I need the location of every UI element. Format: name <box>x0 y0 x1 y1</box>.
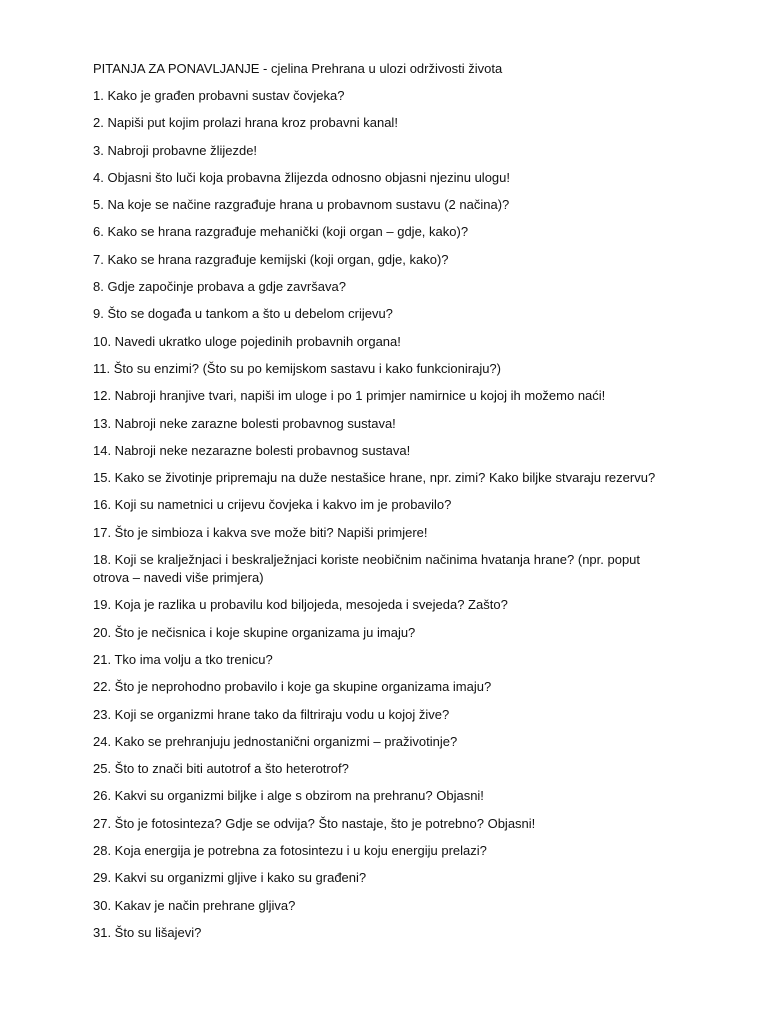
question-item: 3. Nabroji probavne žlijezde! <box>93 142 258 158</box>
question-item: 6. Kako se hrana razgrađuje mehanički (koji organ – gdje, kako)? <box>93 224 469 240</box>
question-item: 31. Što su lišajevi? <box>93 924 202 940</box>
question-item: 5. Na koje se načine razgrađuje hrana u probavnom sustavu (2 načina)? <box>93 197 510 213</box>
question-item: 23. Koji se organizmi hrane tako da filtriraju vodu u kojoj žive? <box>93 706 450 722</box>
question-item: 8. Gdje započinje probava a gdje završava? <box>93 279 346 295</box>
question-item: 16. Koji su nametnici u crijevu čovjeka i kakvo im je probavilo? <box>93 497 452 513</box>
question-item: 7. Kako se hrana razgrađuje kemijski (koji organ, gdje, kako)? <box>93 251 449 267</box>
question-item: 21. Tko ima volju a tko trenicu? <box>93 651 273 667</box>
question-item: 11. Što su enzimi? (Što su po kemijskom sastavu i kako funkcioniraju?) <box>93 360 501 376</box>
question-item: 1. Kako je građen probavni sustav čovjeka? <box>93 88 345 103</box>
question-item: 27. Što je fotosinteza? Gdje se odvija? Što nastaje, što je potrebno? Objasni! <box>93 815 536 831</box>
question-item: 30. Kakav je način prehrane gljiva? <box>93 897 296 913</box>
question-item: 28. Koja energija je potrebna za fotosintezu i u koju energiju prelazi? <box>93 843 487 859</box>
question-item: 25. Što to znači biti autotrof a što heterotrof? <box>93 761 349 777</box>
question-item: 29. Kakvi su organizmi gljive i kako su građeni? <box>93 870 367 886</box>
question-item: 24. Kako se prehranjuju jednostanični organizmi – praživotinje? <box>93 733 458 749</box>
question-item: 18. Koji se kralježnjaci i beskralježnjaci koriste neobičnim načinima hvatanja hrane? (npr. poput otrova – navedi više primjera) <box>93 552 641 586</box>
question-item: 13. Nabroji neke zarazne bolesti probavnog sustava! <box>93 415 396 431</box>
question-item: 4. Objasni što luči koja probavna žlijezda odnosno objasni njezinu ulogu! <box>93 169 510 185</box>
question-item: 9. Što se događa u tankom a što u debelom crijevu? <box>93 306 393 322</box>
question-list <box>93 87 733 942</box>
document-page <box>93 60 733 951</box>
question-item: 19. Koja je razlika u probavilu kod biljojeda, mesojeda i svejeda? Zašto? <box>93 597 508 613</box>
question-item: 15. Kako se životinje pripremaju na duže nestašice hrane, npr. zimi? Kako biljke stvaraju rezervu? <box>93 470 656 486</box>
question-item: 12. Nabroji hranjive tvari, napiši im uloge i po 1 primjer namirnice u kojoj ih možemo naći! <box>93 388 606 404</box>
question-item: 10. Navedi ukratko uloge pojedinih probavnih organa! <box>93 333 401 349</box>
question-item: 26. Kakvi su organizmi biljke i alge s obzirom na prehranu? Objasni! <box>93 788 484 804</box>
document-title: PITANJA ZA PONAVLJANJE - cjelina Prehrana u ulozi održivosti života <box>93 61 503 76</box>
question-item: 2. Napiši put kojim prolazi hrana kroz probavni kanal! <box>93 115 398 131</box>
question-item: 22. Što je neprohodno probavilo i koje ga skupine organizama imaju? <box>93 679 492 695</box>
question-item: 20. Što je nečisnica i koje skupine organizama ju imaju? <box>93 624 416 640</box>
question-item: 14. Nabroji neke nezarazne bolesti probavnog sustava! <box>93 442 411 458</box>
question-item: 17. Što je simbioza i kakva sve može biti? Napiši primjere! <box>93 524 428 540</box>
